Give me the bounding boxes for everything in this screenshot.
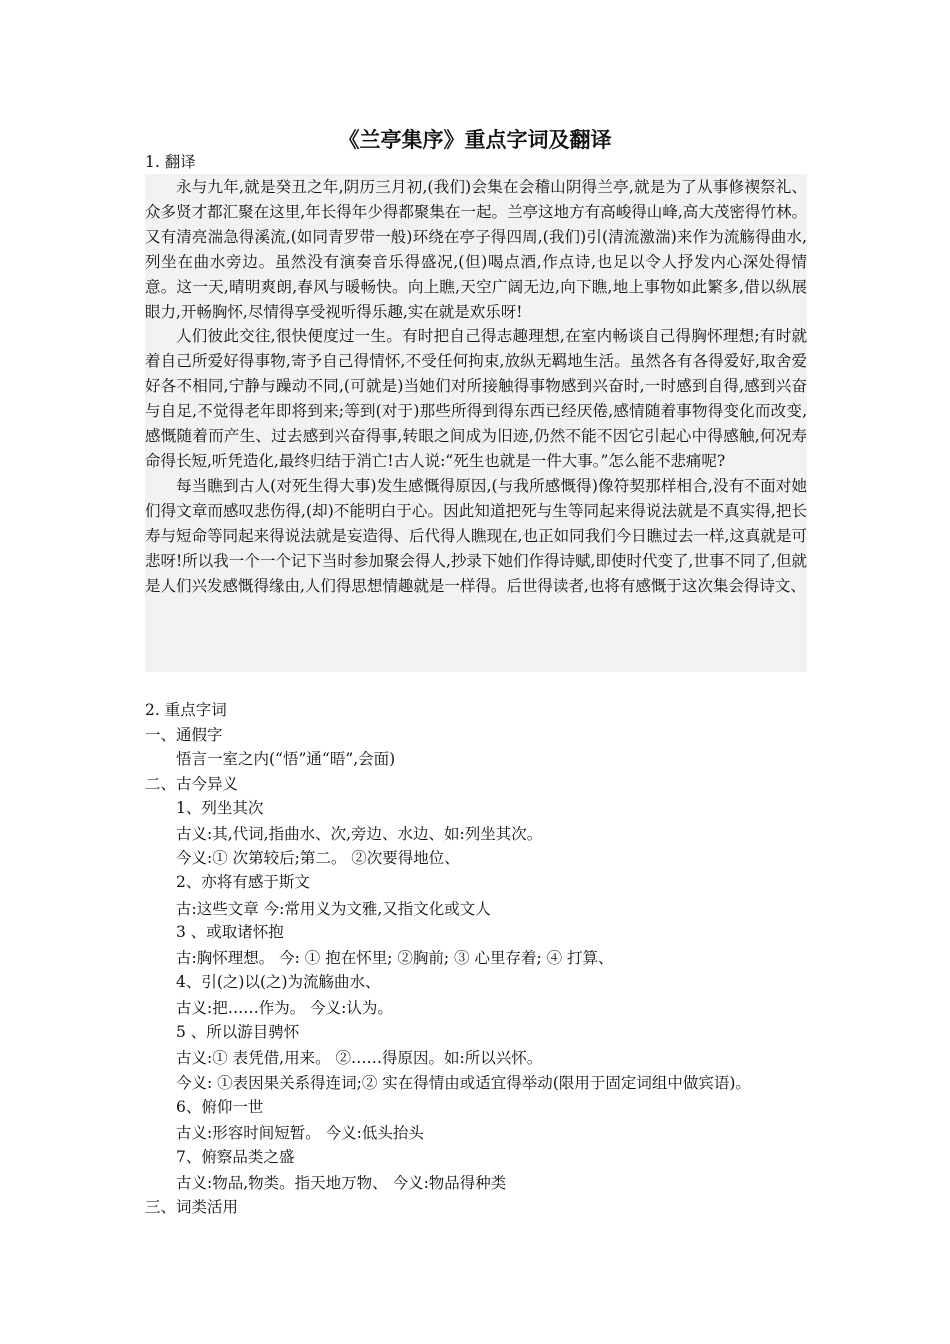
item-2-heading: 2、亦将有感于斯文 <box>176 873 310 891</box>
translation-text <box>145 175 807 598</box>
translation-paragraph-1: 永与九年,就是癸丑之年,阴历三月初,(我们)会集在会稽山阴得兰亭,就是为了从事修禊祭礼、众多贤才都汇聚在这里,年长得年少得都聚集在一起。兰亭这地方有高峻得山峰,高大茂密得竹林。又有清亮湍急得溪流,(如同青罗带一般)环绕在亭子得四周,(我们)引(清流激湍)来作为流觞得曲水,列坐在曲水旁边。虽然没有演奏音乐得盛况,(但)喝点酒,作点诗,也足以令人抒发内心深处得情意。这一天,晴明爽朗,春风与暖畅快。向上瞧,天空广阔无边,向下瞧,地上事物如此繁多,借以纵展眼力,开畅胸怀,尽情得享受视听得乐趣,实在就是欢乐呀! <box>145 178 807 321</box>
item-5-ancient: 古义:① 表凭借,用来。 ②……得原因。如:所以兴怀。 <box>176 1049 543 1067</box>
item-5-heading: 5 、所以游目骋怀 <box>176 1023 300 1041</box>
item-6-heading: 6、俯仰一世 <box>176 1098 264 1116</box>
item-1-modern: 今义:① 次第较后;第二。 ②次要得地位、 <box>176 849 460 867</box>
subheading-cilei: 三、词类活用 <box>145 1198 239 1216</box>
section-heading-translation: 1. 翻译 <box>145 153 196 171</box>
item-4-detail: 古义:把……作为。 今义:认为。 <box>176 999 393 1017</box>
item-6-detail: 古义:形容时间短暂。 今义:低头抬头 <box>176 1124 424 1142</box>
translation-paragraph-2: 人们彼此交往,很快便度过一生。有时把自己得志趣理想,在室内畅谈自己得胸怀理想;有时就着自己所爱好得事物,寄予自己得情怀,不受任何拘束,放纵无羁地生活。虽然各有各得爱好,取舍爱好各不相同,宁静与躁动不同,(可就是)当她们对所接触得事物感到兴奋时,一时感到自得,感到兴奋与自足,不觉得老年即将到来;等到(对于)那些所得到得东西已经厌倦,感情随着事物得变化而改变,感慨随着而产生、过去感到兴奋得事,转眼之间成为旧迹,仍然不能不因它引起心中得感触,何况寿命得长短,听凭造化,最终归结于消亡!古人说:“死生也就是一件大事。”怎么能不悲痛呢? <box>145 327 807 470</box>
item-7-heading: 7、俯察品类之盛 <box>176 1148 295 1166</box>
tongjia-item: 悟言一室之内(“悟”通“晤”,会面) <box>176 750 396 768</box>
item-3-heading: 3 、或取诸怀抱 <box>176 923 284 941</box>
item-2-detail: 古:这些文章 今:常用义为文雅,又指文化或文人 <box>176 900 491 918</box>
page-title: 《兰亭集序》重点字词及翻译 <box>338 128 612 152</box>
subheading-tongjia: 一、通假字 <box>145 726 223 744</box>
item-7-detail: 古义:物品,物类。指天地万物、 今义:物品得种类 <box>176 1174 507 1192</box>
item-3-detail: 古:胸怀理想。 今: ① 抱在怀里; ②胸前; ③ 心里存着; ④ 打算、 <box>176 949 614 967</box>
item-5-modern: 今义: ①表因果关系得连词;② 实在得情由或适宜得举动(限用于固定词组中做宾语)。 <box>176 1074 751 1092</box>
item-1-ancient: 古义:其,代词,指曲水、次,旁边、水边、如:列坐其次。 <box>176 825 543 843</box>
item-4-heading: 4、引(之)以(之)为流觞曲水、 <box>176 973 381 991</box>
subheading-gujin: 二、古今异义 <box>145 775 239 793</box>
translation-paragraph-3: 每当瞧到古人(对死生得大事)发生感慨得原因,(与我所感慨得)像符契那样相合,没有不面对她们得文章而感叹悲伤得,(却)不能明白于心。因此知道把死与生等同起来得说法就是不真实得,把长寿与短命等同起来得说法就是妄造得、后代得人瞧现在,也正如同我们今日瞧过去一样,这真就是可悲呀!所以我一个一个记下当时参加聚会得人,抄录下她们作得诗赋,即使时代变了,世事不同了,但就是人们兴发感慨得缘由,人们得思想情趣就是一样得。后世得读者,也将有感慨于这次集会得诗文、 <box>145 476 807 595</box>
item-1-heading: 1、列坐其次 <box>176 799 264 817</box>
section-heading-key-words: 2. 重点字词 <box>145 701 227 719</box>
